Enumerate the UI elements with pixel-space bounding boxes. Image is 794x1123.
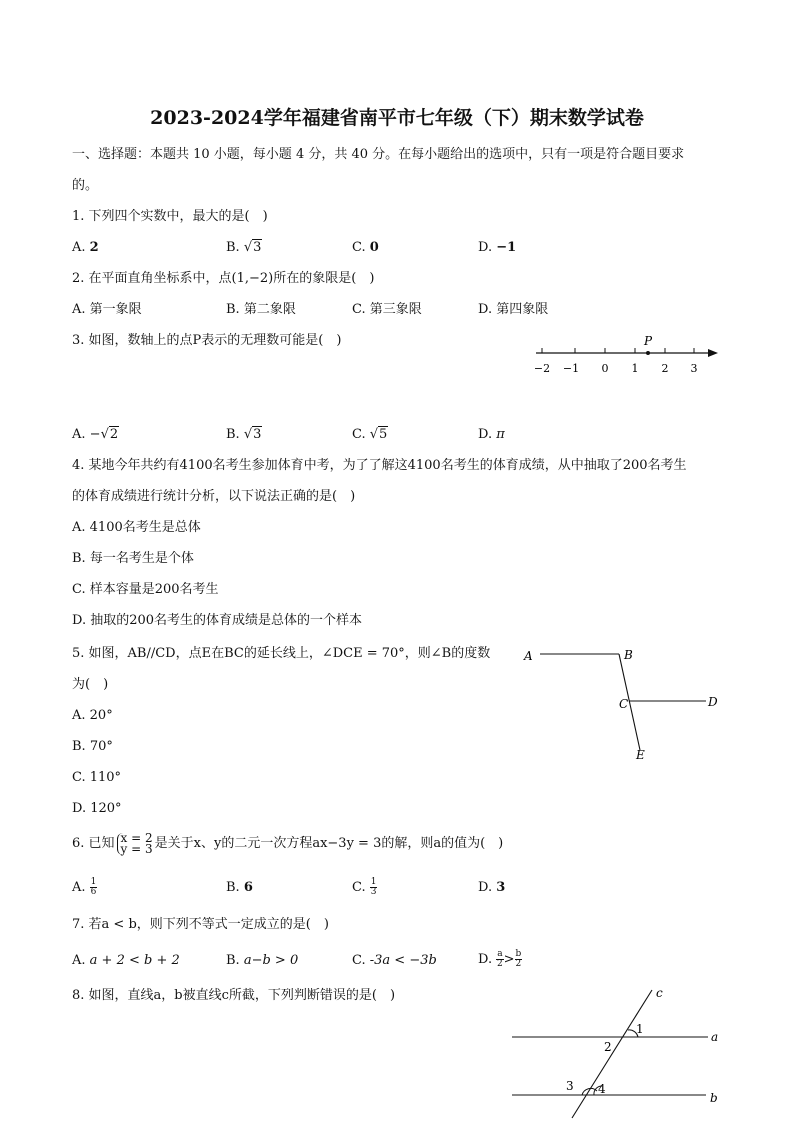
page-title: 2023-2024学年福建省南平市七年级（下）期末数学试卷 bbox=[150, 107, 644, 129]
question-2-stem: 2. 在平面直角坐标系中，点(1,−2)所在的象限是( ) bbox=[72, 271, 375, 286]
question-5-line2: 为( ) bbox=[72, 677, 109, 692]
q3-option-c[interactable]: C. √5 bbox=[352, 427, 388, 442]
q6-option-d[interactable]: D. 3 bbox=[478, 880, 506, 895]
q2-option-d[interactable]: D. 第四象限 bbox=[478, 302, 549, 317]
label-c: C bbox=[619, 697, 629, 711]
q5-option-c[interactable]: C. 110° bbox=[72, 770, 122, 785]
q1-option-b[interactable]: B. √3 bbox=[226, 240, 262, 255]
q5-option-b[interactable]: B. 70° bbox=[72, 739, 113, 754]
equation-system: x = 2 y = 3 bbox=[117, 833, 153, 855]
q3-option-b[interactable]: B. √3 bbox=[226, 427, 262, 442]
label-a: A bbox=[524, 649, 533, 663]
tick-label: 1 bbox=[631, 362, 639, 375]
q1-option-d[interactable]: D. −1 bbox=[478, 240, 517, 255]
tick-label: 2 bbox=[661, 362, 669, 375]
label-b: B bbox=[624, 648, 633, 662]
q4-option-b[interactable]: B. 每一名考生是个体 bbox=[72, 551, 194, 566]
fraction: $\frac{b}{2}$ bbox=[515, 949, 522, 969]
sqrt-expression: √3 bbox=[243, 240, 262, 255]
label-c: c bbox=[656, 986, 663, 1000]
q2-option-c[interactable]: C. 第三象限 bbox=[352, 302, 422, 317]
question-7-stem: 7. 若a < b，则下列不等式一定成立的是( ) bbox=[72, 917, 329, 932]
q7-option-c[interactable]: C. -3a < −3b bbox=[352, 953, 437, 968]
transversal-figure-q8 bbox=[506, 982, 728, 1120]
angle-label-3: 3 bbox=[566, 1079, 574, 1093]
q5-option-a[interactable]: A. 20° bbox=[72, 708, 113, 723]
tick-label: −2 bbox=[533, 362, 551, 375]
label-e: E bbox=[636, 748, 645, 762]
q4-option-a[interactable]: A. 4100名考生是总体 bbox=[72, 520, 201, 535]
q1-option-a[interactable]: A. 2 bbox=[72, 240, 99, 255]
point-p-label: P bbox=[644, 334, 653, 348]
q7-option-d[interactable]: D. $\frac{a}{2}$ > $\frac{b}{2}$ bbox=[478, 949, 522, 969]
number-line-figure bbox=[528, 334, 724, 378]
q6-option-c[interactable]: C. $\frac{1}{3}$ bbox=[352, 877, 377, 897]
section-heading-line2: 的。 bbox=[72, 178, 99, 193]
question-4-line1: 4. 某地今年共约有4100名考生参加体育中考，为了了解这4100名考生的体育成绩，从中抽取了200名考生 bbox=[72, 458, 687, 473]
label-d: D bbox=[708, 695, 718, 709]
q7-option-a[interactable]: A. a + 2 < b + 2 bbox=[72, 953, 180, 968]
parallel-lines-figure-q5 bbox=[518, 642, 724, 766]
question-4-line2: 的体育成绩进行统计分析，以下说法正确的是( ) bbox=[72, 489, 356, 504]
q3-option-d[interactable]: D. π bbox=[478, 427, 505, 442]
point-p bbox=[646, 351, 650, 355]
question-5-line1: 5. 如图，AB//CD，点E在BC的延长线上，∠DCE = 70°，则∠B的度数 bbox=[72, 646, 491, 661]
q7-option-b[interactable]: B. a−b > 0 bbox=[226, 953, 299, 968]
tick-label: 0 bbox=[601, 362, 609, 375]
q4-option-d[interactable]: D. 抽取的200名考生的体育成绩是总体的一个样本 bbox=[72, 613, 363, 628]
angle-label-1: 1 bbox=[636, 1022, 644, 1036]
q5-option-d[interactable]: D. 120° bbox=[72, 801, 122, 816]
q6-option-a[interactable]: A. $\frac{1}{6}$ bbox=[72, 877, 97, 897]
q2-option-a[interactable]: A. 第一象限 bbox=[72, 302, 142, 317]
q6-option-b[interactable]: B. 6 bbox=[226, 880, 253, 895]
fraction: $\frac{a}{2}$ bbox=[497, 949, 503, 969]
q4-option-c[interactable]: C. 样本容量是200名考生 bbox=[72, 582, 219, 597]
tick-label: −1 bbox=[562, 362, 580, 375]
sqrt-expression: √3 bbox=[243, 427, 262, 442]
sqrt-expression: √5 bbox=[369, 427, 388, 442]
q2-option-b[interactable]: B. 第二象限 bbox=[226, 302, 296, 317]
section-heading-line1: 一、选择题：本题共 10 小题，每小题 4 分，共 40 分。在每小题给出的选项中，只有一项是符合题目要求 bbox=[72, 147, 685, 162]
q3-option-a[interactable]: A. −√2 bbox=[72, 427, 119, 442]
question-1-stem: 1. 下列四个实数中，最大的是( ) bbox=[72, 209, 268, 224]
fraction: $\frac{1}{3}$ bbox=[370, 877, 377, 897]
angle-label-4: 4 bbox=[598, 1082, 606, 1096]
q1-option-c[interactable]: C. 0 bbox=[352, 240, 379, 255]
angle-label-2: 2 bbox=[604, 1040, 612, 1054]
arrow-icon bbox=[708, 349, 718, 357]
question-6-stem: 6. 已知 x = 2 y = 3 是关于x、y的二元一次方程ax−3y = 3的解，则a的值为( ) bbox=[72, 830, 504, 856]
fraction: $\frac{1}{6}$ bbox=[90, 877, 97, 897]
question-8-stem: 8. 如图，直线a，b被直线c所截，下列判断错误的是( ) bbox=[72, 988, 396, 1003]
line-c bbox=[572, 990, 652, 1118]
label-a: a bbox=[711, 1030, 719, 1044]
label-b: b bbox=[710, 1091, 718, 1105]
question-3-stem: 3. 如图，数轴上的点P表示的无理数可能是( ) bbox=[72, 333, 342, 348]
tick-label: 3 bbox=[690, 362, 698, 375]
sqrt-expression: √2 bbox=[100, 427, 119, 442]
